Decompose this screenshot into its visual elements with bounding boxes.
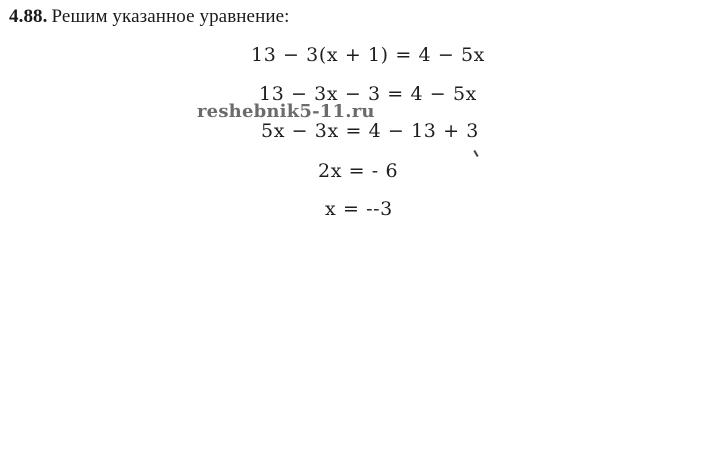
problem-header	[9, 6, 290, 28]
equation-step-4: 2x = - 6	[318, 160, 399, 182]
problem-statement: Решим указанное уравнение:	[51, 6, 290, 27]
equation-step-3: 5x − 3x = 4 − 13 + 3	[261, 120, 479, 142]
problem-number: 4.88.	[9, 6, 48, 27]
equation-step-5: x = --3	[325, 198, 393, 220]
equation-step-2: 13 − 3x − 3 = 4 − 5x	[259, 83, 477, 105]
watermark: reshebnik5-11.ru	[197, 101, 375, 122]
scan-speck	[473, 150, 478, 157]
equation-step-1: 13 − 3(x + 1) = 4 − 5x	[251, 44, 485, 66]
